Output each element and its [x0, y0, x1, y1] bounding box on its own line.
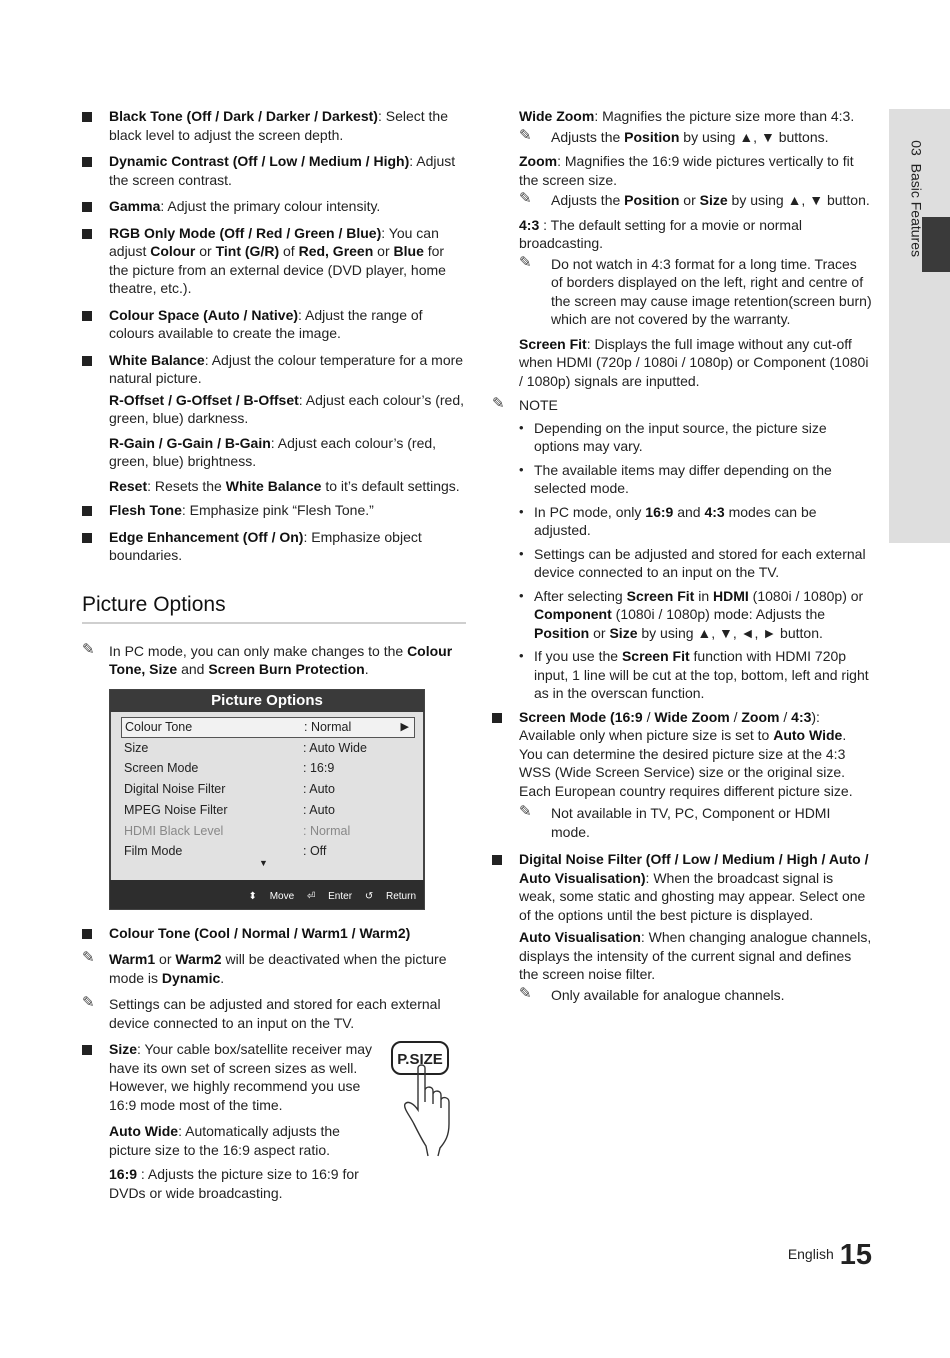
- chapter-tab-marker: [922, 217, 950, 272]
- offset-text: R-Offset / G-Offset / B-Offset: Adjust each colour’s (red, green, blue) darkness.: [109, 391, 465, 426]
- menu-row-mpeg-noise-filter[interactable]: MPEG Noise Filter : Auto: [124, 802, 335, 817]
- menu-body: [111, 712, 423, 880]
- menu-title: Picture Options: [110, 690, 424, 712]
- flesh-tone-item: Flesh Tone: Emphasize pink “Flesh Tone.”: [82, 501, 466, 520]
- enter-hint: ⏎ Enter: [306, 890, 353, 902]
- screen-mode-note: ✎ Not available in TV, PC, Component or HDMI mode.: [519, 803, 831, 840]
- return-hint: ↺ Return: [364, 890, 416, 902]
- note-item-3: • In PC mode, only 16:9 and 4:3 modes can be adjusted.: [492, 503, 872, 540]
- menu-row-digital-noise-filter[interactable]: Digital Noise Filter : Auto: [124, 782, 335, 797]
- zoom-note: ✎ Adjusts the Position or Size by using ▲, ▼ button.: [519, 190, 870, 208]
- size-item: Size: Your cable box/satellite receiver may have its own set of screen sizes as well. However, we highly recommend you use 16:9 mode most of the time.: [82, 1040, 466, 1114]
- screen-fit-text: Screen Fit: Displays the full image without any cut-off when HDMI (720p / 1080i / 1080p) or Component (1080i / 1080p) signals are inputted.: [519, 335, 869, 389]
- screen-mode-item: Screen Mode (16:9 / Wide Zoom / Zoom / 4:3): Available only when picture size is set to Auto Wide. You can determine the desired picture size at the 4:3 WSS (Wide Screen Service) size or the original size. Each European country requires different picture size.: [492, 708, 872, 801]
- note-pencil-icon: ✎: [82, 949, 95, 966]
- black-tone-item: Black Tone (Off / Dark / Darker / Darkest): Select the black level to adjust the screen depth.: [82, 107, 466, 144]
- note-pencil-icon: ✎: [519, 190, 532, 207]
- ratio-4-3-note: ✎ Do not watch in 4:3 format for a long time. Traces of borders displayed on the left, right and centre of the screen may cause image retention(screen burn) which are not covered by the warranty.: [519, 253, 872, 327]
- wide-zoom-note: ✎ Adjusts the Position by using ▲, ▼ buttons.: [519, 126, 829, 145]
- note-pencil-icon: ✎: [519, 253, 532, 271]
- ratio-4-3-text: 4:3 : The default setting for a movie or normal broadcasting.: [519, 216, 802, 251]
- note-pencil-icon: ✎: [519, 984, 532, 1002]
- chapter-tab-label: [907, 140, 926, 257]
- note-item-4: • Settings can be adjusted and stored for each external device connected to an input on the TV.: [492, 545, 872, 582]
- pc-mode-note: ✎ In PC mode, you can only make changes to the Colour Tone, Size and Screen Burn Protection.: [82, 640, 453, 677]
- section-title: Picture Options: [82, 593, 466, 624]
- left-column: [82, 107, 466, 1208]
- menu-row-screen-mode[interactable]: Screen Mode : 16:9: [124, 761, 335, 776]
- auto-visualisation-note: ✎ Only available for analogue channels.: [519, 984, 785, 1003]
- reset-text: Reset: Resets the White Balance to it’s default settings.: [109, 477, 460, 494]
- settings-note: ✎ Settings can be adjusted and stored for each external device connected to an input on the TV.: [82, 994, 441, 1031]
- arrow-right-icon: ▶: [400, 720, 409, 733]
- psize-label: P.SIZE: [397, 1051, 443, 1068]
- menu-row-size[interactable]: Size : Auto Wide: [124, 740, 367, 755]
- menu-row-colour-tone[interactable]: Colour Tone : Normal ▶: [121, 717, 415, 738]
- wide-zoom-text: Wide Zoom: Magnifies the picture size more than 4:3.: [519, 108, 855, 124]
- note-item-1: • Depending on the input source, the picture size options may vary.: [492, 419, 872, 456]
- note-pencil-icon: ✎: [492, 395, 505, 412]
- ratio-16-9-text: 16:9 : Adjusts the picture size to 16:9 for DVDs or wide broadcasting.: [109, 1166, 359, 1201]
- edge-enhancement-item: Edge Enhancement (Off / On): Emphasize object boundaries.: [82, 528, 466, 565]
- gamma-item: Gamma: Adjust the primary colour intensity.: [82, 197, 466, 216]
- digital-noise-filter-item: Digital Noise Filter (Off / Low / Medium / High / Auto / Auto Visualisation): When the broadcast signal is weak, some static and ghosting may appear. Select one of the options until the best picture is displayed.: [492, 850, 872, 924]
- rgb-only-mode-item: RGB Only Mode (Off / Red / Green / Blue): You can adjust Colour or Tint (G/R) of Red, Green or Blue for the picture from an external device (DVD player, home theatre, etc.).: [82, 224, 466, 298]
- note-pencil-icon: ✎: [519, 126, 532, 144]
- warm-note: ✎ Warm1 or Warm2 will be deactivated when the picture mode is Dynamic.: [82, 949, 447, 986]
- gain-text: R-Gain / G-Gain / B-Gain: Adjust each colour’s (red, green, blue) brightness.: [109, 434, 437, 469]
- menu-footer: [110, 880, 424, 909]
- page-footer: [787, 1239, 872, 1271]
- colour-tone-item: Colour Tone (Cool / Normal / Warm1 / Warm2): [82, 924, 466, 943]
- note-pencil-icon: ✎: [519, 803, 532, 820]
- note-heading: ✎ NOTE: [492, 395, 558, 413]
- zoom-text: Zoom: Magnifies the 16:9 wide pictures vertically to fit the screen size.: [519, 153, 854, 188]
- chapter-title: Basic Features: [908, 163, 925, 257]
- auto-visualisation-text: Auto Visualisation: When changing analogue channels, displays the intensity of the current signal and defines the screen noise filter.: [519, 929, 872, 982]
- scroll-down-icon[interactable]: ▼: [259, 858, 268, 868]
- right-column: [492, 107, 872, 1010]
- chapter-number: 03: [908, 140, 925, 156]
- note-item-2: • The available items may differ depending on the selected mode.: [492, 461, 872, 498]
- colour-space-item: Colour Space (Auto / Native): Adjust the range of colours available to create the image.: [82, 306, 466, 343]
- size-section: [82, 1040, 466, 1202]
- footer-language: English: [787, 1246, 834, 1262]
- picture-options-menu: [109, 689, 425, 910]
- menu-row-hdmi-black-level: HDMI Black Level : Normal: [124, 823, 351, 838]
- page-number: 15: [839, 1239, 872, 1271]
- dynamic-contrast-item: Dynamic Contrast (Off / Low / Medium / High): Adjust the screen contrast.: [82, 152, 466, 189]
- note-item-5: • After selecting Screen Fit in HDMI (1080i / 1080p) or Component (1080i / 1080p) mode: Adjusts the Position or Size by using ▲, ▼, ◄, ► button.: [492, 587, 872, 643]
- move-hint: ⬍ Move: [248, 890, 295, 902]
- note-pencil-icon: ✎: [82, 640, 95, 658]
- white-balance-item: White Balance: Adjust the colour temperature for a more natural picture.: [82, 351, 466, 388]
- menu-row-film-mode[interactable]: Film Mode : Off: [124, 844, 327, 859]
- note-pencil-icon: ✎: [82, 994, 95, 1011]
- note-item-6: • If you use the Screen Fit function with HDMI 720p input, 1 line will be cut at the top, bottom, left and right as in the overscan function.: [492, 647, 872, 703]
- auto-wide-text: Auto Wide: Automatically adjusts the picture size to the 16:9 aspect ratio.: [109, 1123, 340, 1158]
